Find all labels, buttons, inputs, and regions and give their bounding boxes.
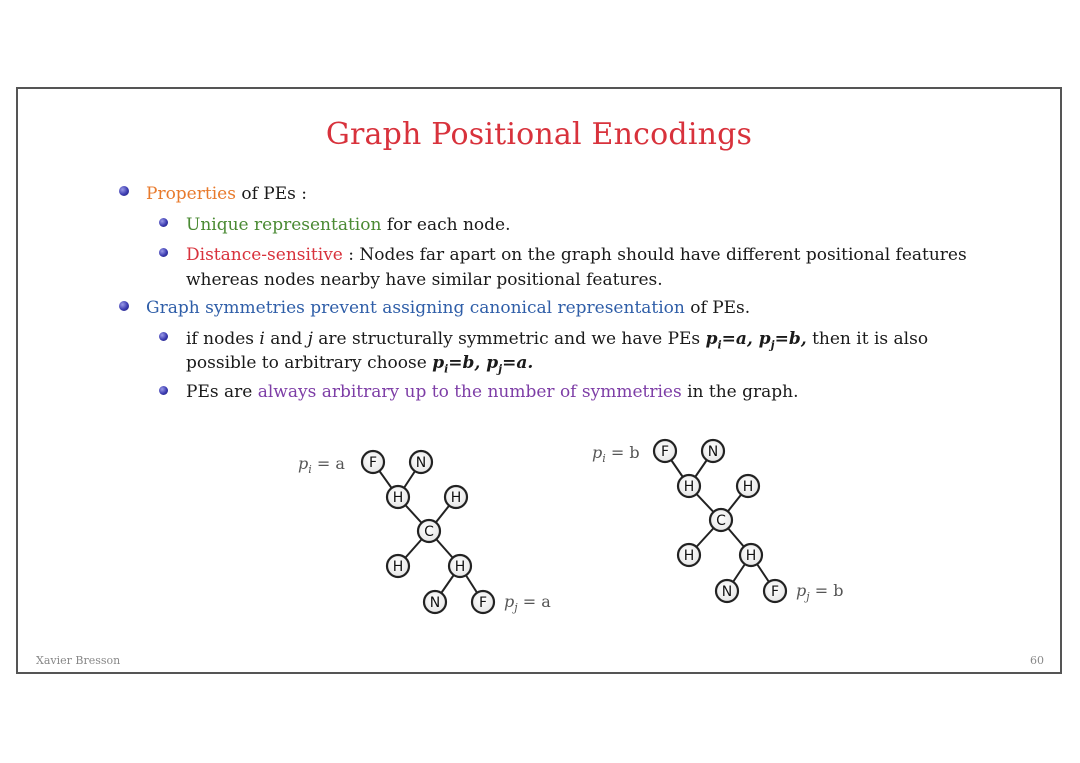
node (716, 580, 738, 602)
slide-title: Graph Positional Encodings (325, 117, 753, 152)
right-top-label: $p_i = b$ (592, 443, 640, 465)
node (472, 591, 494, 613)
node (702, 440, 724, 462)
left-top-label: $p_i = a$ (298, 454, 345, 476)
bullet-properties: Properties of PEs : (146, 184, 307, 204)
bullet-symmetric-nodes: if nodes i and j are structurally symmetric and we have PEs $p_i=a$, $p_j=b$, then it is also (186, 329, 929, 352)
svg-text:N: N (429, 595, 441, 611)
node (654, 440, 676, 462)
node (424, 591, 446, 613)
slide (16, 87, 1062, 674)
left-bottom-label: $p_j = a$ (504, 592, 551, 614)
bullet-distance-sensitive-line2: whereas nodes nearby have similar positional features. (186, 270, 663, 290)
node (449, 555, 471, 577)
svg-text:H: H (454, 559, 466, 575)
node (418, 520, 440, 542)
footer-page-number: 60 (1030, 654, 1044, 667)
bullet-graph-symmetries: Graph symmetries prevent assigning canonical representation of PEs. (146, 298, 751, 318)
svg-text:C: C (424, 524, 434, 540)
node (710, 509, 732, 531)
footer-author: Xavier Bresson (36, 654, 121, 667)
svg-text:F: F (478, 595, 488, 611)
svg-text:C: C (716, 513, 726, 529)
svg-text:N: N (707, 444, 719, 460)
svg-text:H: H (742, 479, 754, 495)
node (387, 555, 409, 577)
node (410, 451, 432, 473)
right-graph (592, 440, 844, 603)
node (740, 544, 762, 566)
node (445, 486, 467, 508)
node (678, 544, 700, 566)
node (387, 486, 409, 508)
svg-text:F: F (660, 444, 670, 460)
bullet-symmetric-nodes-line2: possible to arbitrary choose $p_i=b$, $p_j=a$. (186, 353, 534, 376)
svg-text:H: H (745, 548, 757, 564)
node (362, 451, 384, 473)
svg-text:H: H (683, 548, 695, 564)
bullet-unique-representation: Unique representation for each node. (186, 215, 511, 235)
right-bottom-label: $p_j = b$ (796, 581, 844, 603)
left-graph (298, 451, 551, 614)
svg-text:N: N (415, 455, 427, 471)
svg-text:F: F (368, 455, 378, 471)
bullet-distance-sensitive: Distance-sensitive : Nodes far apart on the graph should have different positional features (186, 245, 967, 265)
svg-text:N: N (721, 584, 733, 600)
node (764, 580, 786, 602)
svg-text:F: F (770, 584, 780, 600)
bullet-always-arbitrary: PEs are always arbitrary up to the number of symmetries in the graph. (186, 382, 799, 402)
svg-text:H: H (450, 490, 462, 506)
graphs-figure (18, 89, 1060, 672)
node (737, 475, 759, 497)
svg-text:H: H (392, 559, 404, 575)
node (678, 475, 700, 497)
svg-text:H: H (392, 490, 404, 506)
svg-text:H: H (683, 479, 695, 495)
